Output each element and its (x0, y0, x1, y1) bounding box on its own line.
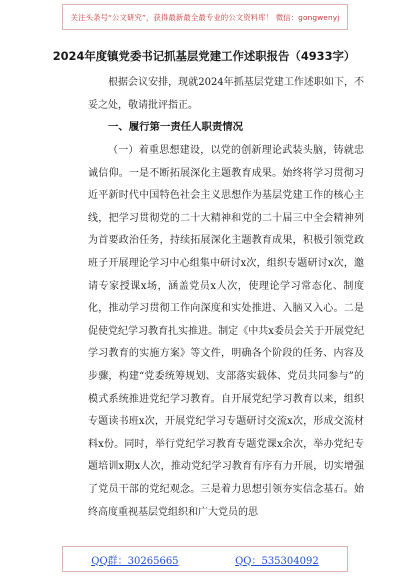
bottom-contact-banner (62, 546, 348, 572)
section-heading: 一、履行第一责任人职责情况 (108, 121, 244, 133)
intro-paragraph: 根据会议安排，现就2024年抓基层党建工作述职如下，不妥之处，敬请批评指正。 (88, 77, 364, 111)
document-title: 2024年度镇党委书记抓基层党建工作述职报告（4933字） (52, 49, 356, 63)
promo-banner-text: 关注头条号“公文研究”，获得最新最全最专业的公文资料库！ 微信：gongwenyj (70, 12, 340, 22)
top-promo-banner (62, 4, 348, 30)
qq-contact-link[interactable]: QQ：535304092 (235, 555, 319, 567)
qq-group-link[interactable]: QQ群：30265665 (91, 555, 179, 567)
body-paragraph: （一）着重思想建设，以党的创新理论武装头脑，铸就忠诚信仰。一是不断拓展深化主题教育成果。始终将学习贯彻习近平新时代中国特色社会主义思想作为基层党建工作的核心主线，把学习贯彻党的二十大精神和党的二十届三中全会精神列为首要政治任务，持续拓展深化主题教育成果，积极引领党政班子开展理论学习中心组集中研讨x次，组织专题研讨x次，邀请专家授课x场，涵盖党员x人次，使理论学习常态化、制度化，推动学习贯彻工作向深度和实处推进、入脑又入心。二是促使党纪学习教育扎实推进。制定《中共x委员会关于开展党纪学习教育的实施方案》等文件，明确各个阶段的任务、内容及步骤，构建“党委统筹规划、支部落实载体、党员共同参与”的模式系统推进党纪学习教育。自开展党纪学习教育以来，组织专题读书班x次，开展党纪学习专题研讨交流x次，形成交流材料x份。同时，举行党纪学习教育专题党课x余次，举办党纪专题培训x期x人次，推动党纪学习教育有序有力开展，切实增强了党员干部的党纪观念。三是着力思想引领夯实信念基石。始终高度重视基层党组织和广大党员的思 (88, 145, 364, 518)
